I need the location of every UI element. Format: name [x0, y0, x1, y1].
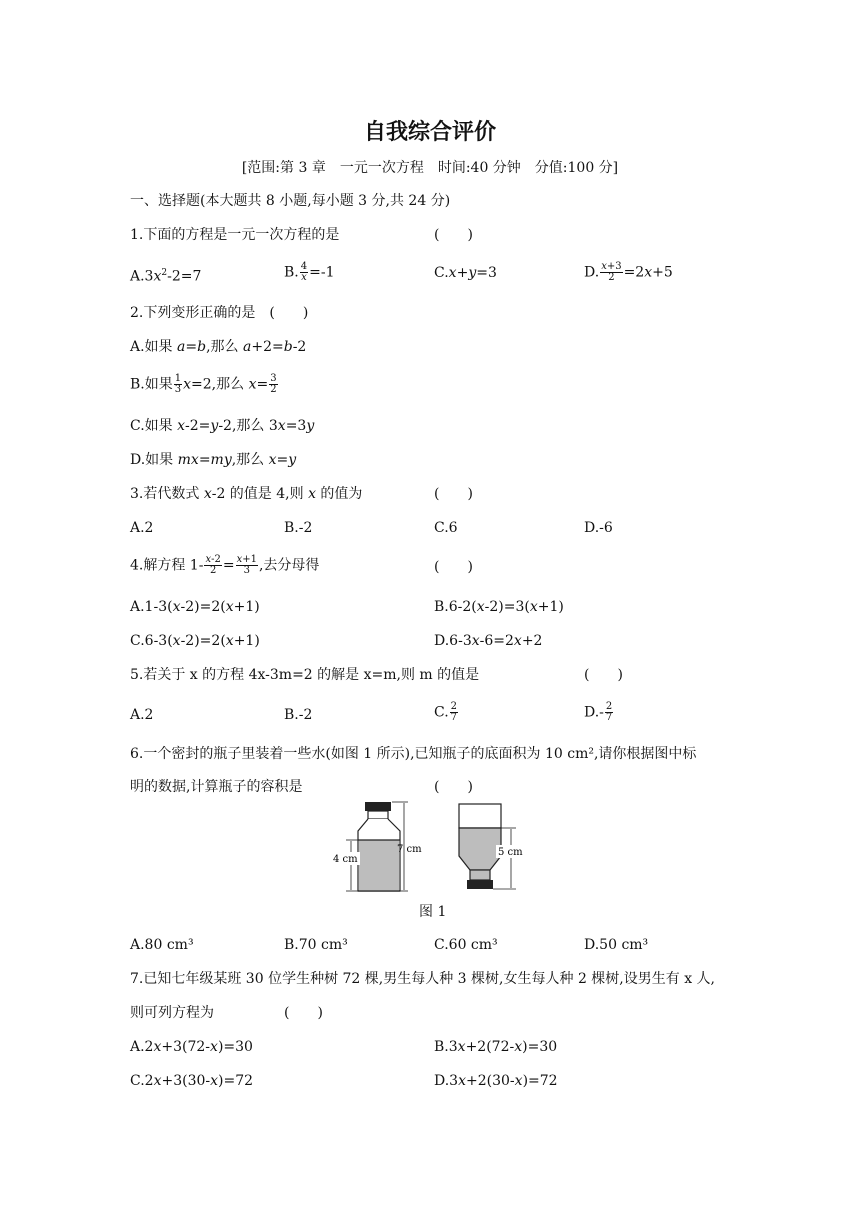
question-5-stem: 5.若关于 x 的方程 4x-3m=2 的解是 x=m,则 m 的值是: [130, 667, 480, 683]
bottle-1-cap: [365, 802, 391, 811]
q7-option-b: B.3x+2(72-x)=30: [434, 1039, 558, 1055]
answer-blank-6: ( ): [434, 779, 473, 795]
question-7-line-1: 7.已知七年级某班 30 位学生种树 72 棵,男生每人种 3 棵树,女生每人种 2 棵树,设男生有 x 人,: [130, 971, 715, 987]
answer-blank-1: ( ): [434, 227, 473, 243]
page-title: 自我综合评价: [363, 120, 496, 145]
question-6-line-1: 6.一个密封的瓶子里装着一些水(如图 1 所示),已知瓶子的底面积为 10 cm²,请你根据图中标: [130, 746, 697, 762]
q7-option-c: C.2x+3(30-x)=72: [130, 1073, 254, 1089]
q4-option-b: B.6-2(x-2)=3(x+1): [434, 599, 564, 615]
question-4-stem: 4.解方程 1- $\frac{x-2}{2}$ = $\frac{x+1}{3}$ ,去分母得: [130, 554, 320, 576]
q2-option-a: A.如果 a=b,那么 a+2=b-2: [130, 339, 307, 355]
q7-option-d: D.3x+2(30-x)=72: [434, 1073, 558, 1089]
answer-blank-5: ( ): [584, 667, 623, 683]
bottle-figure: [330, 798, 530, 898]
q5-option-a: A.2: [130, 707, 154, 723]
q7-option-a: A.2x+3(72-x)=30: [130, 1039, 253, 1055]
q2-option-d: D.如果 mx=my,那么 x=y: [130, 452, 297, 468]
label-4cm: 4 cm: [333, 854, 358, 865]
q3-option-b: B.-2: [284, 520, 313, 536]
bottle-2-cap: [467, 880, 493, 889]
answer-blank-4: ( ): [434, 559, 473, 575]
bottle-1-water: [359, 840, 399, 890]
q1-option-d: D. $\frac{x+3}{2}$ =2x+5: [584, 261, 673, 283]
answer-blank-3: ( ): [434, 486, 473, 502]
q3-option-a: A.2: [130, 520, 154, 536]
q4-option-d: D.6-3x-6=2x+2: [434, 633, 543, 649]
q5-option-c: C. $\frac{2}{7}$: [434, 701, 458, 723]
q1-option-a: $A.3x^2-2=7$: [130, 268, 202, 285]
question-7-line-2: 则可列方程为 ( ): [130, 1005, 323, 1021]
q6-option-a: A.80 cm³: [130, 937, 194, 953]
question-1-stem: 1.下面的方程是一元一次方程的是: [130, 227, 340, 243]
question-2-stem: 2.下列变形正确的是 ( ): [130, 305, 309, 321]
q6-option-b: B.70 cm³: [284, 937, 348, 953]
bottle-2-water: [459, 828, 501, 870]
q4-option-a: A.1-3(x-2)=2(x+1): [130, 599, 260, 615]
q5-option-d: D.- $\frac{2}{7}$: [584, 701, 613, 723]
q6-option-d: D.50 cm³: [584, 937, 649, 953]
bottle-2-neck: [470, 870, 490, 880]
q2-option-c: C.如果 x-2=y-2,那么 3x=3y: [130, 418, 315, 434]
q2-option-b: B.如果 $\frac{1}{3}$ x=2,那么 x= $\frac{3}{2}$: [130, 373, 277, 395]
question-3-stem: 3.若代数式 x-2 的值是 4,则 x 的值为: [130, 486, 363, 502]
q3-option-c: C.6: [434, 520, 458, 536]
q6-option-c: C.60 cm³: [434, 937, 498, 953]
label-7cm: 7 cm: [397, 844, 422, 855]
q1-option-b: B. $\frac{4}{x}$ =-1: [284, 261, 335, 283]
q4-option-c: C.6-3(x-2)=2(x+1): [130, 633, 260, 649]
bottle-2-air: [459, 804, 501, 828]
q5-option-b: B.-2: [284, 707, 313, 723]
bottle-1-neck: [368, 811, 388, 819]
exam-scope: [范围:第 3 章 一元一次方程 时间:40 分钟 分值:100 分]: [241, 160, 619, 176]
question-6-line-2: 明的数据,计算瓶子的容积是: [130, 779, 303, 795]
section-heading: 一、选择题(本大题共 8 小题,每小题 3 分,共 24 分): [130, 193, 451, 209]
q3-option-d: D.-6: [584, 520, 613, 536]
q1-option-c: C.x+y=3: [434, 265, 497, 281]
figure-caption: 图 1: [419, 904, 447, 920]
label-5cm: 5 cm: [498, 847, 523, 858]
